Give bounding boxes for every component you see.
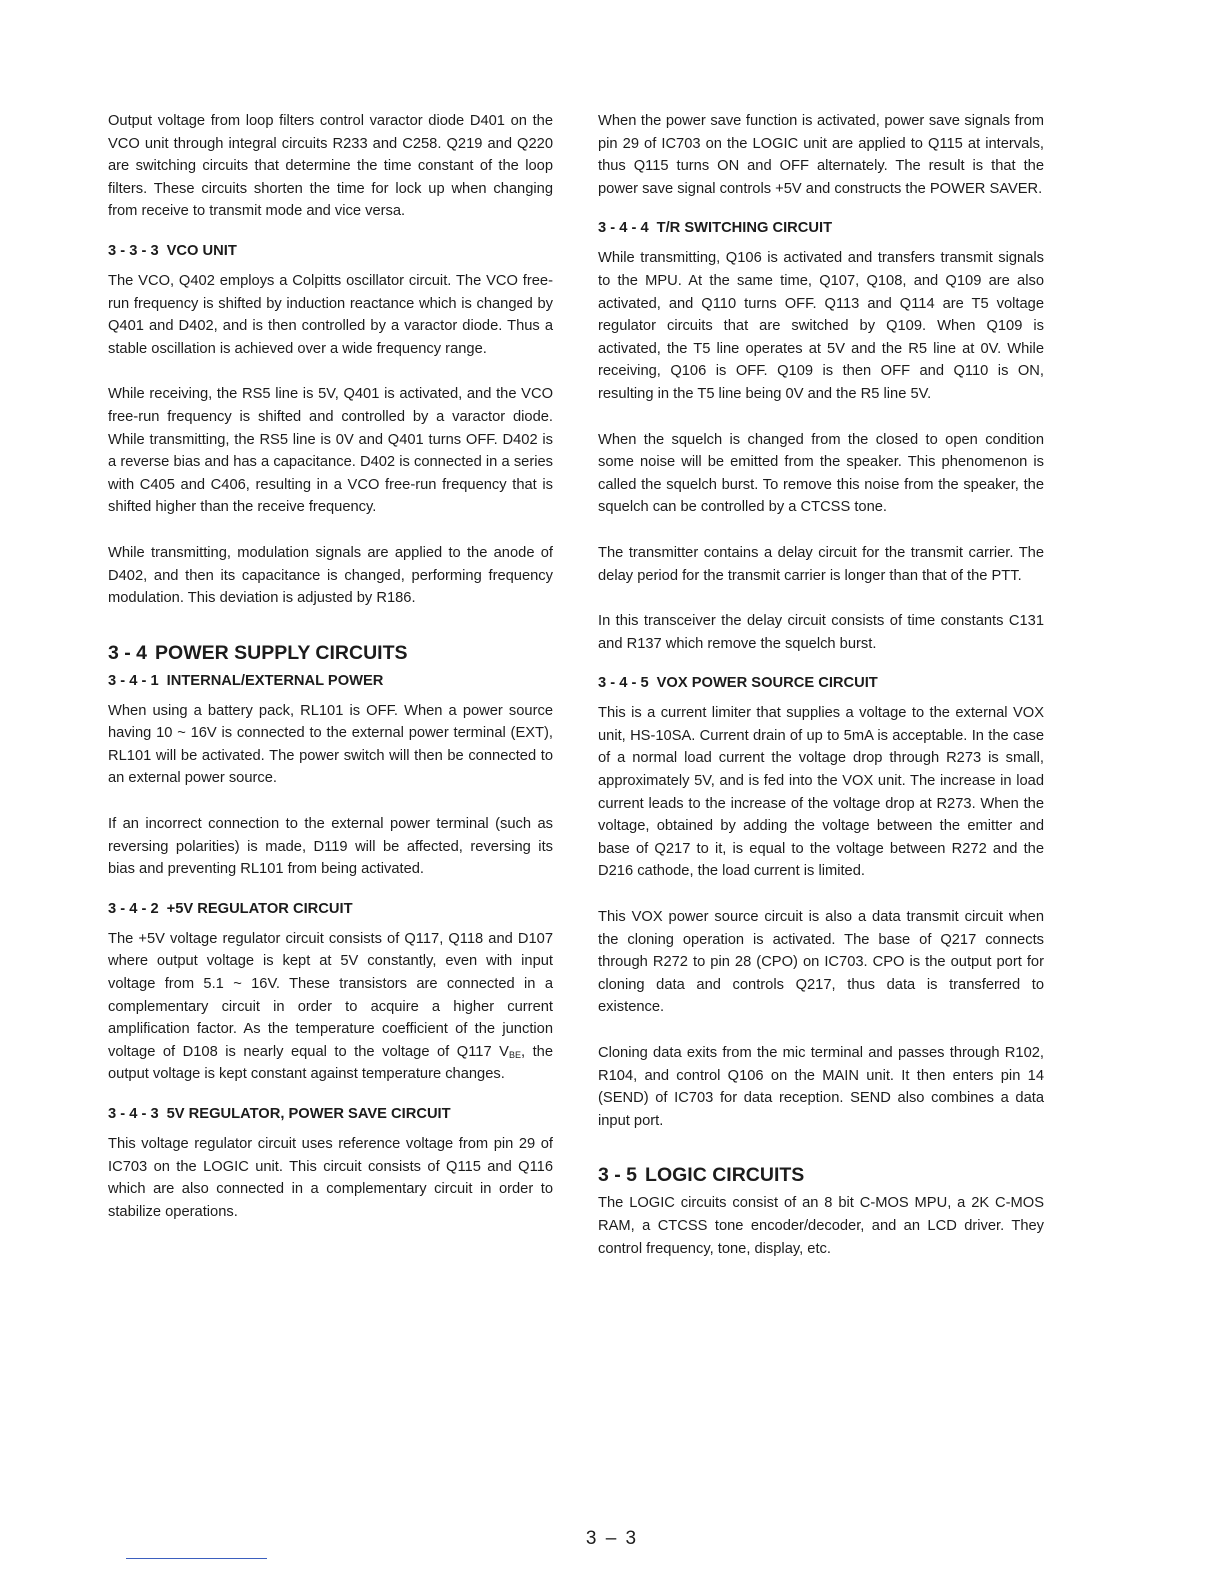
- heading-3-4-5: [598, 672, 1044, 694]
- paragraph-vox-2: This VOX power source circuit is also a data transmit circuit when the cloning operation is activated. The base of Q217 connects through R272 to pin 28 (CPO) on IC703. CPO is the output port for cloning data and controls Q217, thus data is transferred to existence.: [598, 909, 1044, 1016]
- section-number: 3 - 4 - 5: [598, 675, 649, 692]
- right-column: [598, 110, 1044, 1260]
- paragraph-vox-3: Cloning data exits from the mic terminal and passes through R102, R104, and control Q106 on the MAIN unit. It then enters pin 14 (SEND) of IC703 for data reception. SEND also combines a data input port.: [598, 1045, 1044, 1129]
- paragraph-tr-2: When the squelch is changed from the closed to open condition some noise will be emitted from the speaker. This phenomenon is called the squelch burst. To remove this noise from the speaker, the squelch can be controlled by a CTCSS tone.: [598, 431, 1044, 516]
- section-number: 3 - 5: [598, 1164, 638, 1187]
- section-number: 3 - 4 - 4: [598, 220, 649, 237]
- section-number: 3 - 4: [108, 641, 148, 664]
- text-part: , the output voltage is kept constant against temperature changes.: [108, 1043, 553, 1083]
- heading-3-4-1: [108, 670, 553, 692]
- heading-3-4-2: [108, 898, 553, 920]
- paragraph-tr-4: In this transceiver the delay circuit consists of time constants C131 and R137 which remove the squelch burst.: [598, 613, 1044, 652]
- section-title: VCO UNIT: [166, 242, 237, 259]
- section-title: INTERNAL/EXTERNAL POWER: [166, 672, 384, 689]
- section-title: +5V REGULATOR CIRCUIT: [166, 900, 353, 917]
- paragraph-loop-filters: Output voltage from loop filters control varactor diode D401 on the VCO unit through integral circuits R233 and C258. Q219 and Q220 are switching circuits that determine the time constant of the loop filters. These circuits shorten the time for lock up when changing from receive to transmit mode and vice versa.: [108, 113, 553, 220]
- paragraph-tr-1: While transmitting, Q106 is activated and transfers transmit signals to the MPU. At the same time, Q107, Q108, and Q109 are also activated, and Q110 turns OFF. Q113 and Q114 are T5 voltage regulator circuits that are switched by Q109. When Q109 is activated, the T5 line operates at 5V and the R5 line at 0V. While receiving, Q106 is OFF. Q109 is then OFF and Q110 is ON, resulting in the T5 line being 0V and the R5 line 5V.: [598, 250, 1044, 402]
- section-number: 3 - 3 - 3: [108, 242, 159, 259]
- heading-3-4-3: [108, 1103, 553, 1125]
- heading-3-4: [108, 640, 553, 666]
- paragraph-power-1: When using a battery pack, RL101 is OFF. When a power source having 10 ~ 16V is connected to the external power terminal (EXT), RL101 will be activated. The power switch will then be connected to an external power source.: [108, 702, 553, 787]
- footer-rule: [126, 1558, 267, 1559]
- paragraph-vco-2: While receiving, the RS5 line is 5V, Q401 is activated, and the VCO free-run frequency is shifted and controlled by a varactor diode. While transmitting, the RS5 line is 0V and Q401 turns OFF. D402 is a reverse bias and has a capacitance. D402 is connected in a series with C405 and C406, resulting in a VCO free-run frequency that is shifted higher than the receive frequency.: [108, 386, 553, 516]
- paragraph-tr-3: The transmitter contains a delay circuit for the transmit carrier. The delay period for the transmit carrier is longer than that of the PTT.: [598, 544, 1044, 584]
- section-title: POWER SUPPLY CIRCUITS: [155, 641, 408, 664]
- section-number: 3 - 4 - 1: [108, 672, 159, 689]
- paragraph-power-save: When the power save function is activated, power save signals from pin 29 of IC703 on the LOGIC unit are applied to Q115 at intervals, thus Q115 turns ON and OFF alternately. The result is that the power save signal controls +5V and constructs the POWER SAVER.: [598, 113, 1044, 197]
- section-number: 3 - 4 - 2: [108, 900, 159, 917]
- paragraph-vco-1: The VCO, Q402 employs a Colpitts oscillator circuit. The VCO free-run frequency is shifted by induction reactance which is changed by Q401 and D402, and is then controlled by a varactor diode. Thus a stable oscillation is achieved over a wide frequency range.: [108, 272, 553, 357]
- paragraph-vox-1: This is a current limiter that supplies a voltage to the external VOX unit, HS-10SA. Current drain of up to 5mA is acceptable. In the case of a normal load current the voltage drop through R273 is small, approximately 5V, and is fed into the VOX unit. The increase in load current leads to the increase of the voltage drop at R273. When the voltage, obtained by adding the voltage between the emitter and base of Q217 to it, is equal to the voltage between R272 and the D216 cathode, the load current is limited.: [598, 705, 1044, 880]
- section-title: VOX POWER SOURCE CIRCUIT: [656, 675, 878, 692]
- paragraph-power-save-regulator: This voltage regulator circuit uses reference voltage from pin 29 of IC703 on the LOGIC unit. This circuit consists of Q115 and Q116 which are also connected in a complementary circuit in order to stabilize operations.: [108, 1136, 553, 1220]
- section-title: 5V REGULATOR, POWER SAVE CIRCUIT: [166, 1106, 451, 1122]
- paragraph-vco-3: While transmitting, modulation signals are applied to the anode of D402, and then its capacitance is changed, performing frequency modulation. This deviation is adjusted by R186.: [108, 544, 553, 607]
- paragraph-power-2: If an incorrect connection to the external power terminal (such as reversing polarities) is made, D119 will be affected, reversing its bias and preventing RL101 from being activated.: [108, 816, 553, 878]
- heading-3-5: [598, 1162, 1044, 1188]
- heading-3-4-4: [598, 217, 1044, 239]
- paragraph-5v-regulator: [108, 928, 553, 1086]
- subscript: BE: [508, 1049, 521, 1060]
- page-number: 3 – 3: [585, 1528, 639, 1549]
- section-title: LOGIC CIRCUITS: [645, 1164, 805, 1187]
- section-number: 3 - 4 - 3: [108, 1106, 159, 1122]
- left-column: [108, 110, 553, 1223]
- text-part: The +5V voltage regulator circuit consists of Q117, Q118 and D107 where output voltage is kept at 5V constantly, even with input voltage from 5.1 ~ 16V. These transistors are connected in a complementary circuit in order to acquire a higher current amplification factor. As the temperature coefficient of the junction voltage of D108 is nearly equal to the voltage of Q117 V: [108, 930, 553, 1060]
- paragraph-logic: The LOGIC circuits consist of an 8 bit C-MOS MPU, a 2K C-MOS RAM, a CTCSS tone encoder/decoder, and an LCD driver. They control frequency, tone, display, etc.: [598, 1195, 1044, 1257]
- section-title: T/R SWITCHING CIRCUIT: [656, 220, 833, 237]
- heading-3-3-3: [108, 240, 553, 262]
